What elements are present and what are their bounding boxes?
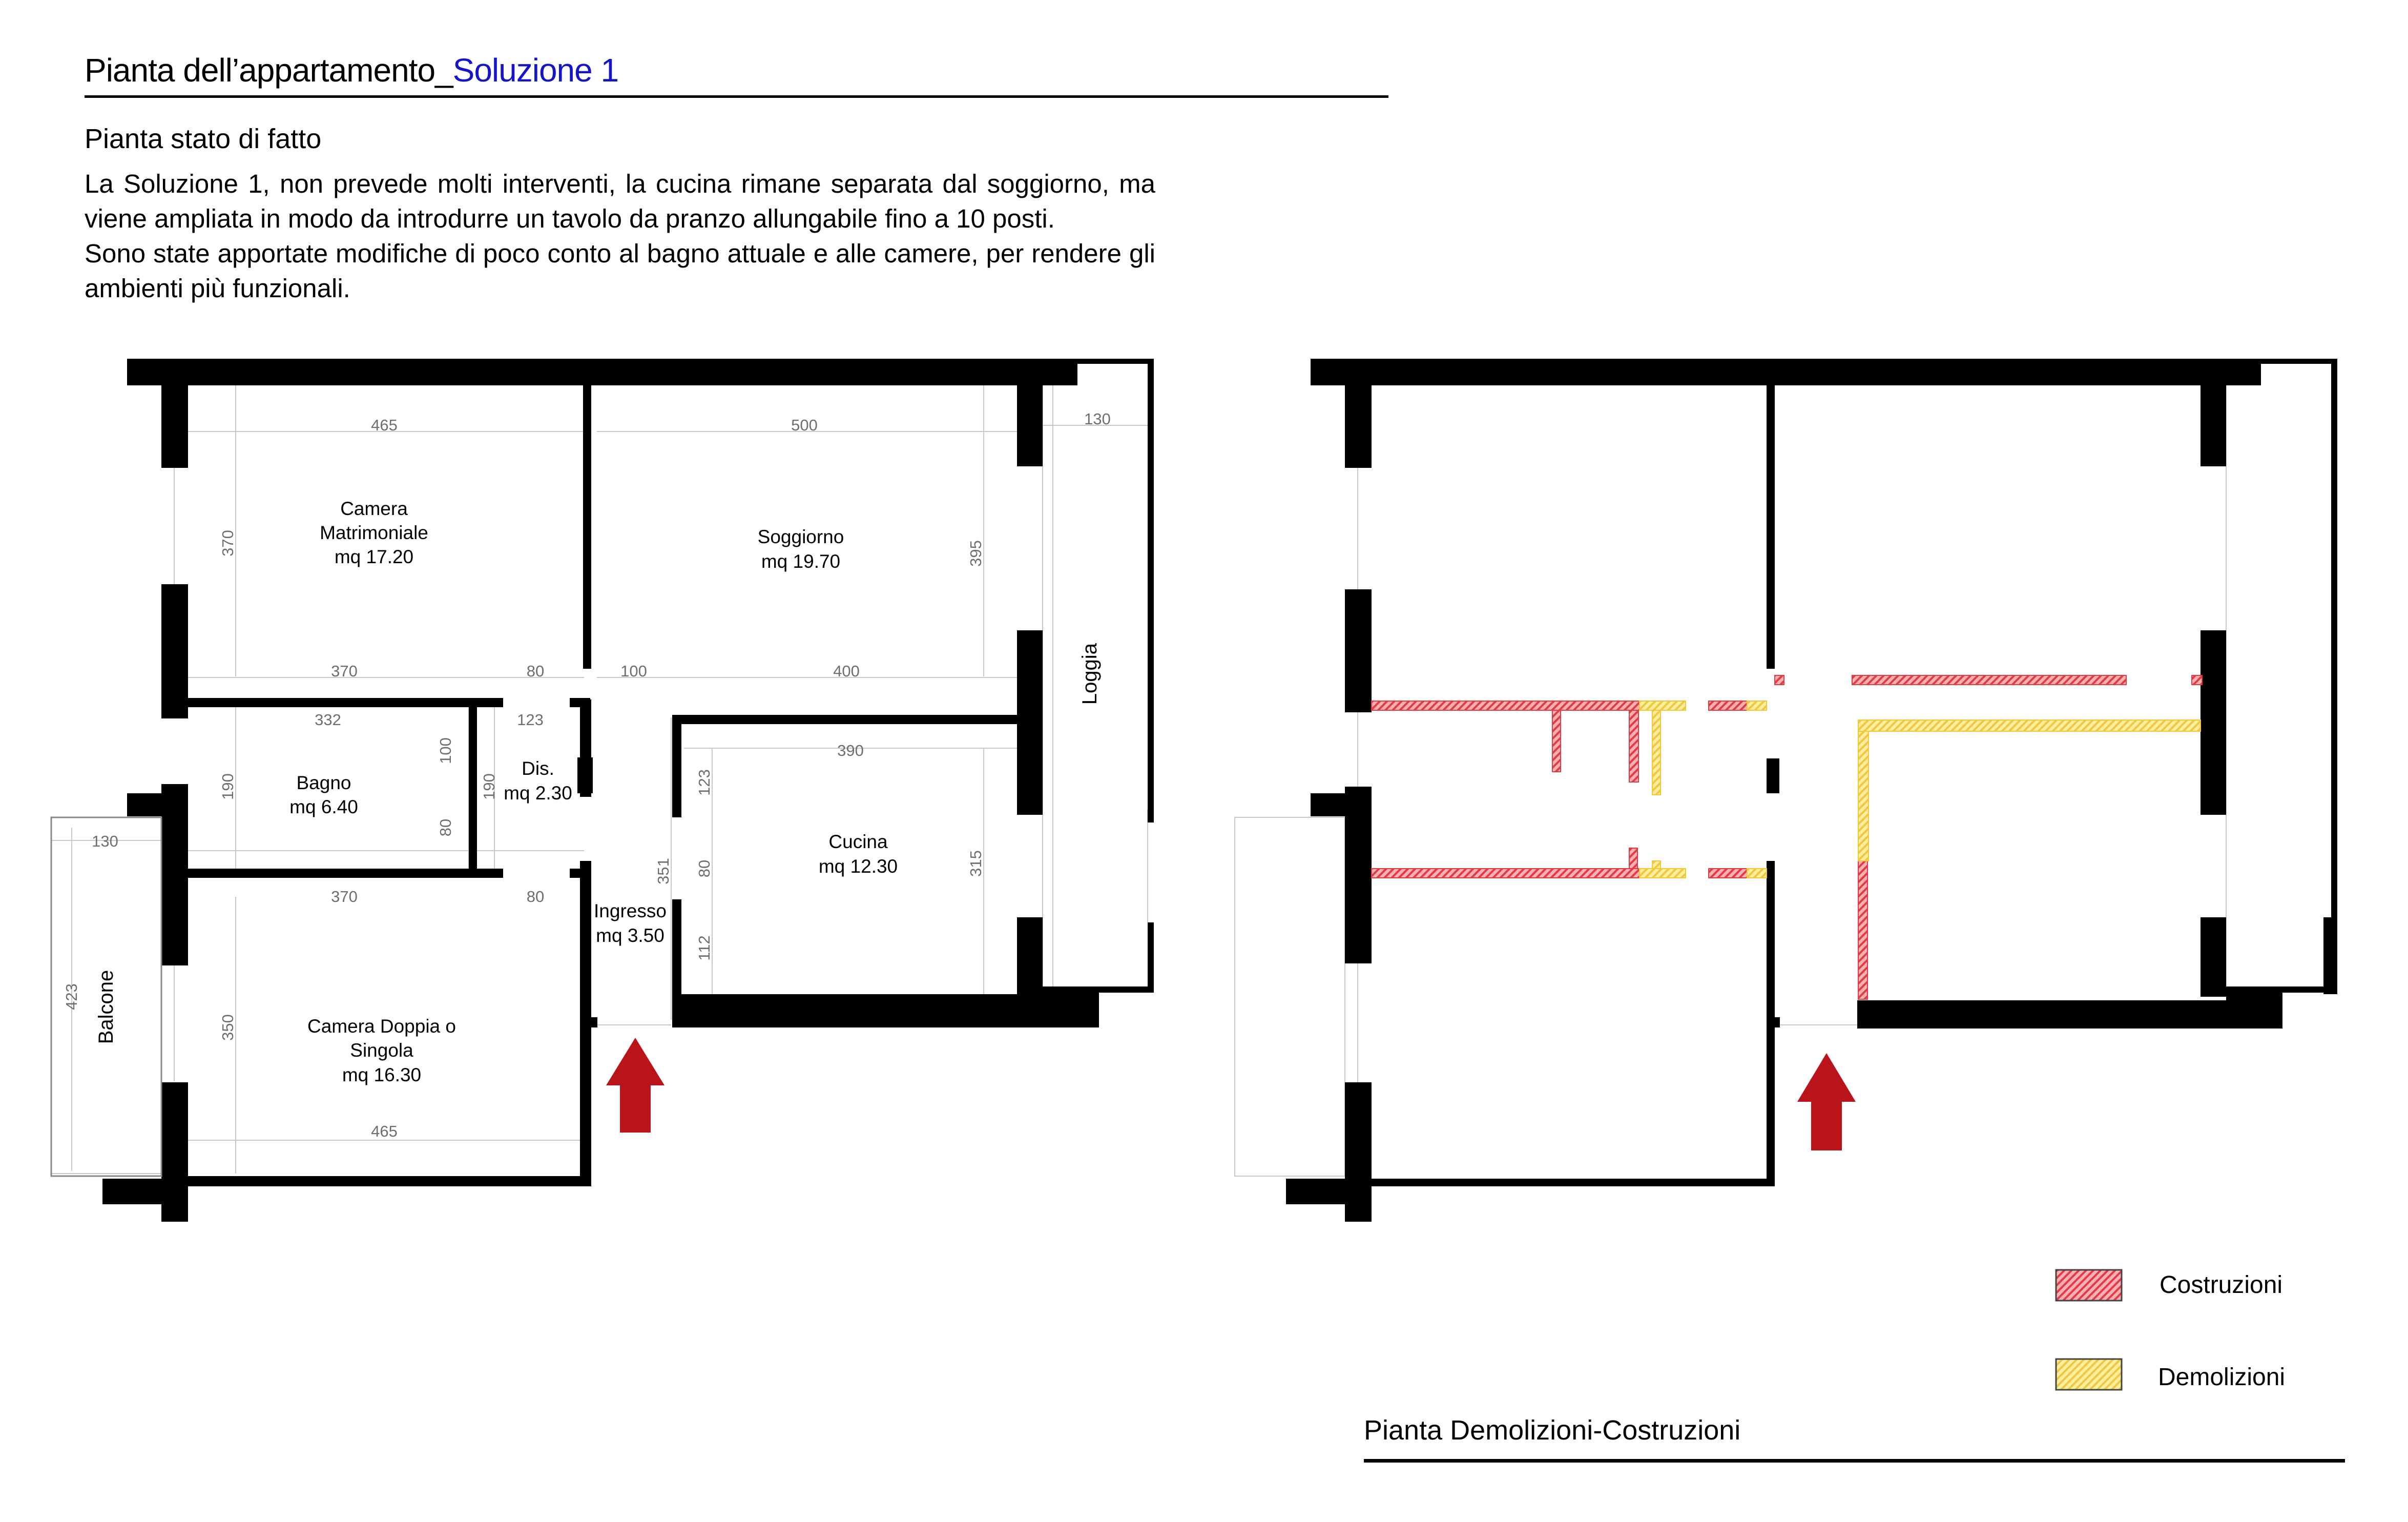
caption-underline: [1364, 1459, 2345, 1463]
legend-demolition-label: Demolizioni: [2158, 1364, 2286, 1391]
dim-130-balcone: 130: [92, 832, 118, 850]
dim-370-b: 370: [331, 888, 358, 906]
dim-465-top: 465: [371, 416, 398, 434]
room-camera-matrimoniale-line2: Matrimoniale: [320, 522, 428, 543]
entrance-arrow-left: [606, 1038, 665, 1133]
legend-construction-label: Costruzioni: [2160, 1271, 2283, 1299]
room-bagno-area: mq 6.40: [289, 796, 358, 817]
dim-100-vertical: 100: [437, 737, 454, 764]
room-disimpegno-area: mq 2.30: [504, 783, 572, 804]
dim-332: 332: [315, 711, 341, 729]
legend-construction-swatch: [2056, 1270, 2122, 1301]
room-soggiorno: Soggiorno: [757, 526, 844, 547]
room-balcone: Balcone: [95, 970, 117, 1044]
dim-130-loggia: 130: [1084, 410, 1111, 428]
dim-500: 500: [791, 416, 818, 434]
dim-395: 395: [967, 540, 985, 567]
room-cucina: Cucina: [828, 831, 888, 852]
description-paragraph-1: La Soluzione 1, non prevede molti interventi, la cucina rimane separata dal soggiorno, ma viene ampliata in modo da introdurre un tavolo da pranzo allungabile fino a 10 posti.: [85, 169, 1155, 233]
dim-370-a: 370: [331, 662, 358, 680]
room-camera-matrimoniale-line1: Camera: [340, 498, 408, 519]
entrance-arrow-right: [1797, 1053, 1856, 1150]
room-disimpegno: Dis.: [522, 758, 554, 779]
dim-400: 400: [833, 662, 860, 680]
dim-123-horizontal: 123: [517, 711, 544, 729]
demolished-walls: [1639, 701, 2201, 878]
legend: [2056, 1270, 2122, 1390]
room-loggia: Loggia: [1078, 643, 1101, 705]
dim-370-vertical: 370: [219, 530, 237, 557]
section-subtitle: Pianta stato di fatto: [85, 124, 322, 154]
room-camera-doppia-area: mq 16.30: [342, 1064, 422, 1085]
existing-plan: [51, 359, 1154, 1222]
room-camera-matrimoniale-area: mq 17.20: [334, 546, 414, 567]
dim-80-b: 80: [526, 888, 545, 906]
dim-351: 351: [654, 858, 672, 885]
room-soggiorno-area: mq 19.70: [761, 551, 841, 572]
dim-80-c: 80: [695, 859, 713, 878]
dim-190-b: 190: [480, 773, 498, 800]
dimension-lines: [51, 384, 1148, 1174]
dim-350: 350: [219, 1014, 237, 1041]
dim-80-vertical: 80: [437, 818, 454, 837]
title-main: Pianta dell’appartamento_: [85, 52, 453, 89]
room-cucina-area: mq 12.30: [818, 856, 898, 877]
room-ingresso-area: mq 3.50: [596, 925, 665, 946]
outline-lines-right: [1235, 384, 2226, 1176]
room-bagno: Bagno: [296, 772, 351, 793]
dim-423: 423: [63, 983, 80, 1010]
dim-190-a: 190: [219, 773, 237, 800]
dim-123-vertical: 123: [695, 769, 713, 796]
legend-demolition-swatch: [2056, 1359, 2122, 1390]
dim-100-horizontal: 100: [620, 662, 647, 680]
dim-390: 390: [837, 742, 864, 759]
room-camera-doppia-line2: Singola: [350, 1040, 413, 1061]
title-accent: Soluzione 1: [452, 52, 619, 89]
dim-80-a: 80: [526, 662, 545, 680]
bottom-caption: Pianta Demolizioni-Costruzioni: [1364, 1415, 1741, 1446]
description-paragraph-2: Sono state apportate modifiche di poco conto al bagno attuale e alle camere, per rendere gli ambienti più funzionali.: [85, 239, 1155, 303]
dim-315: 315: [967, 850, 985, 877]
dim-112: 112: [695, 935, 713, 961]
room-camera-doppia-line1: Camera Doppia o: [307, 1016, 456, 1037]
dim-465-bottom: 465: [371, 1122, 398, 1140]
demolition-construction-plan: [1235, 359, 2337, 1222]
room-ingresso: Ingresso: [594, 900, 667, 921]
